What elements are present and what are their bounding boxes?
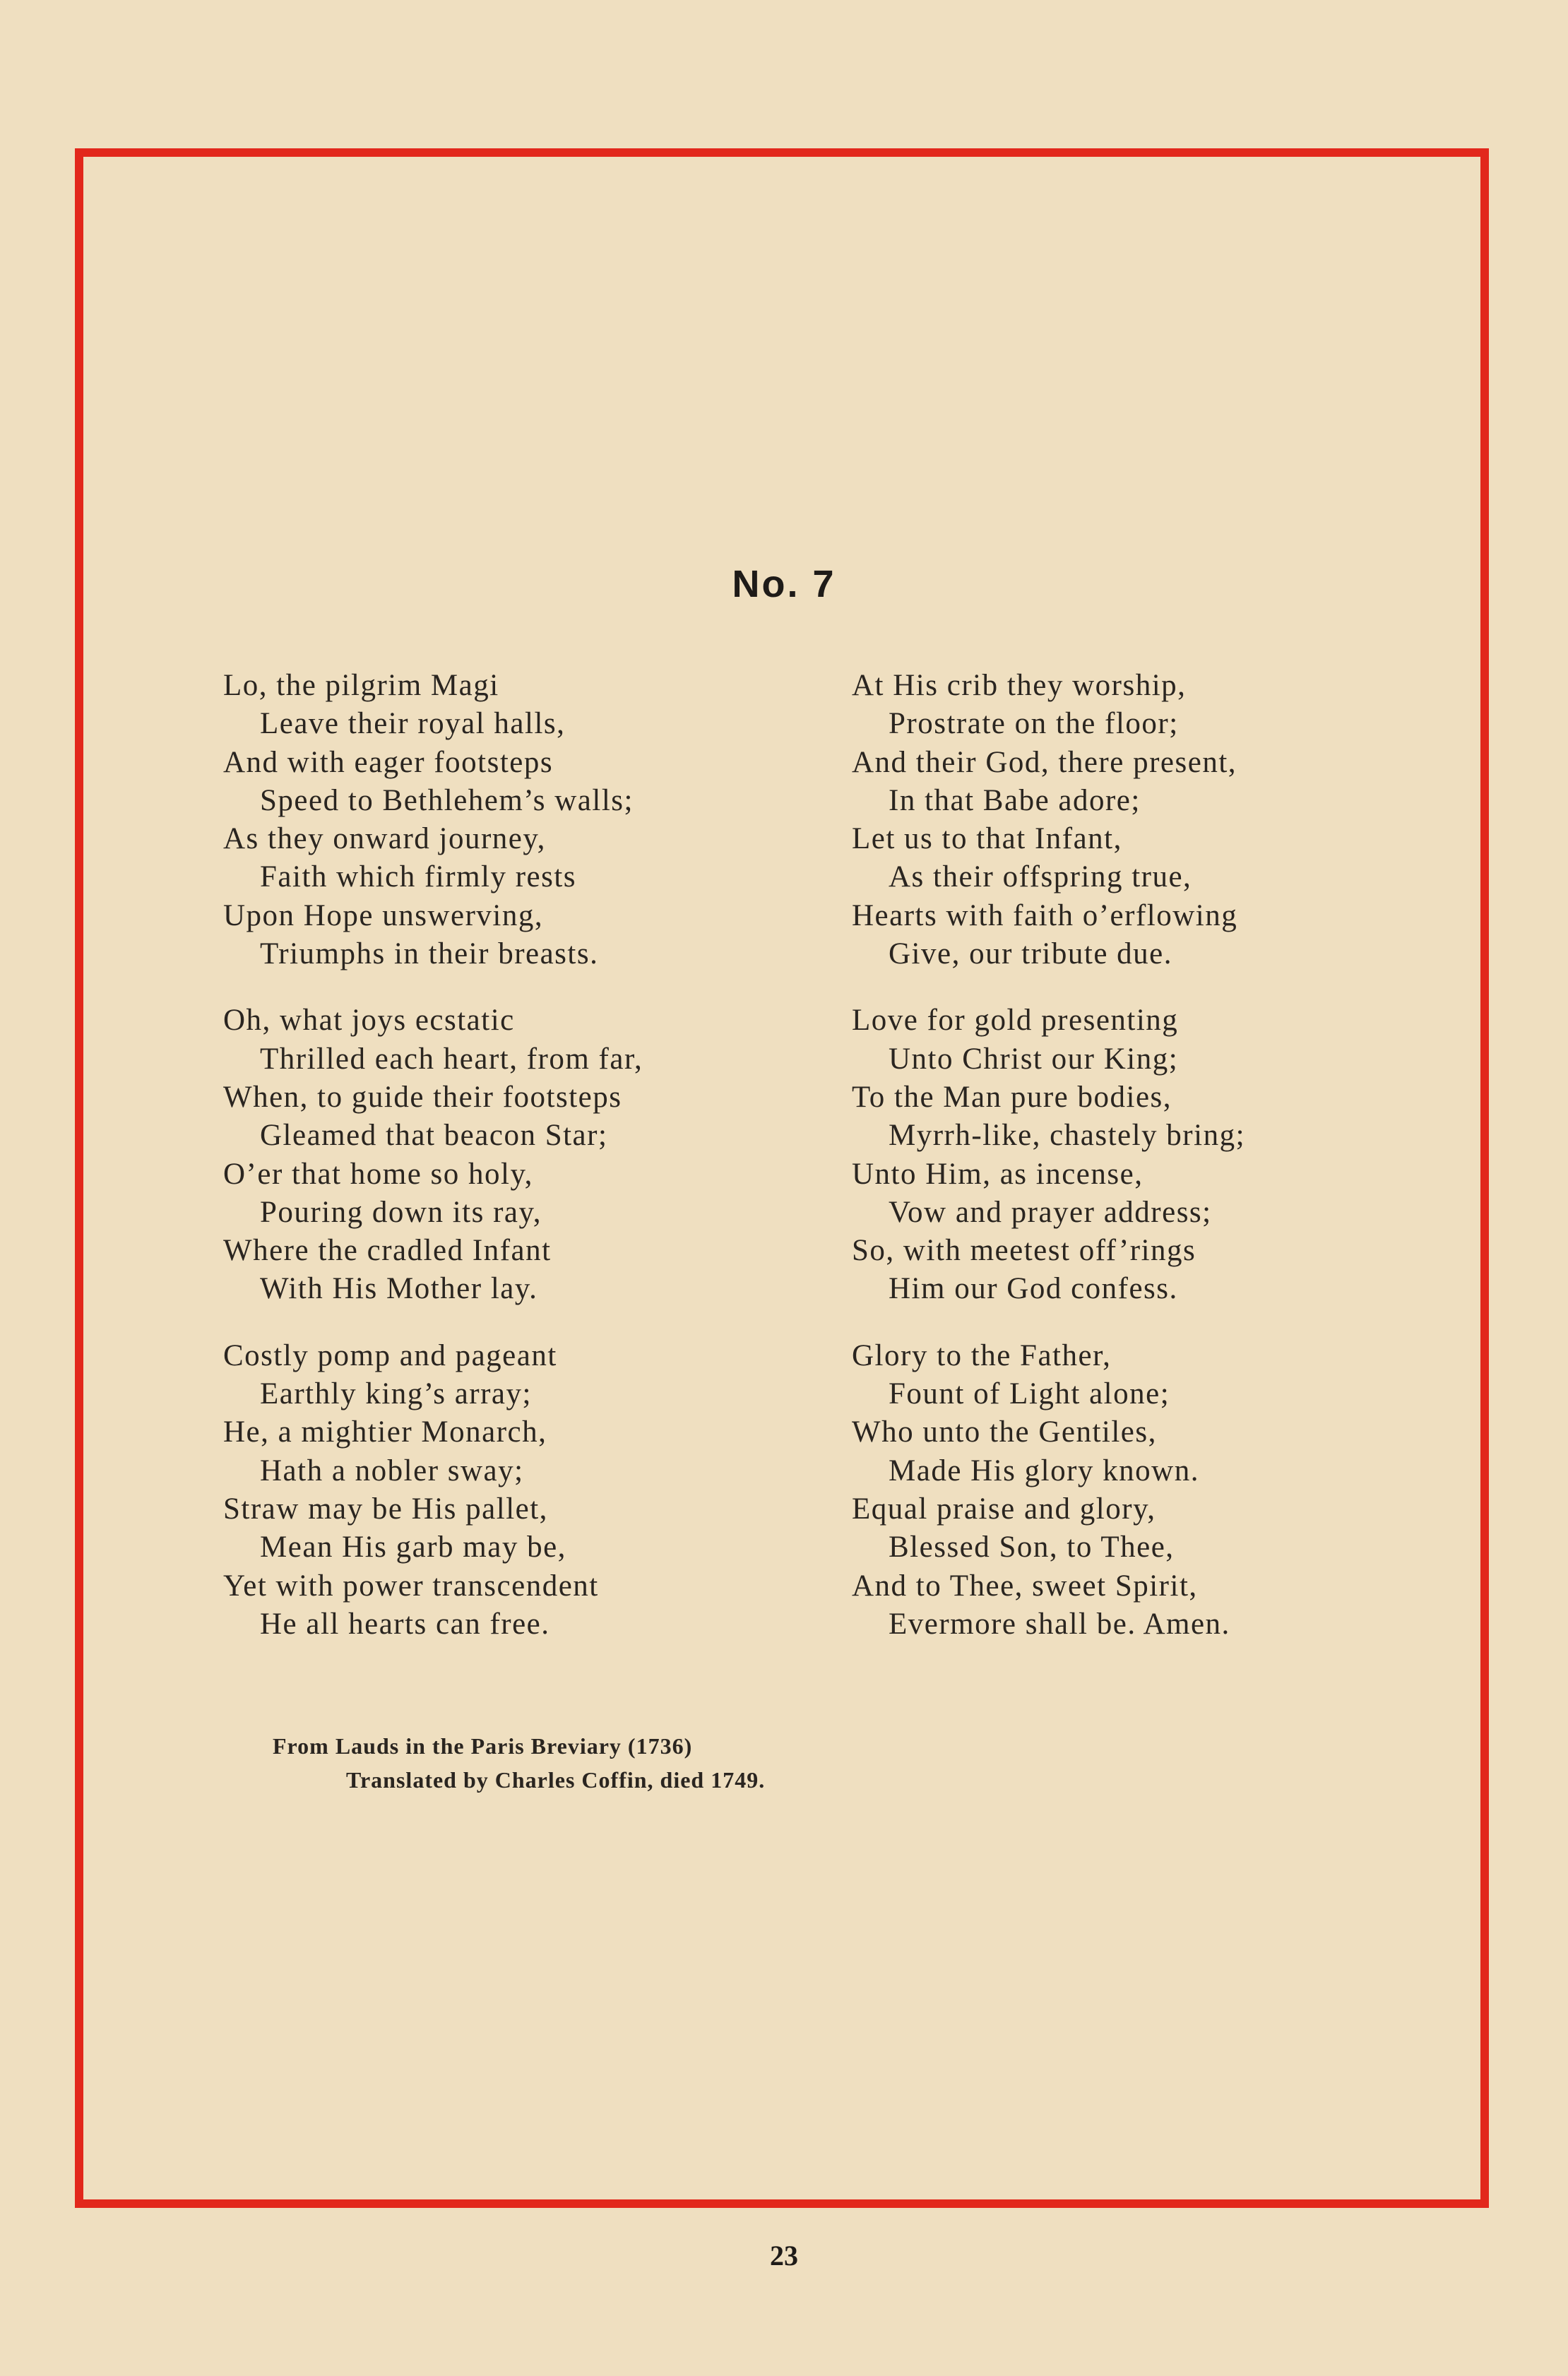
verse-line: When, to guide their footsteps	[223, 1080, 622, 1114]
verse-line: Triumphs in their breasts.	[260, 937, 599, 971]
verse-line: Straw may be His pallet,	[223, 1492, 548, 1526]
attribution-source: From Lauds in the Paris Breviary (1736)	[273, 1733, 693, 1759]
verse-line: Earthly king’s array;	[260, 1377, 532, 1411]
stanza	[223, 667, 643, 973]
verse-line: To the Man pure bodies,	[852, 1080, 1172, 1114]
verse-line: Vow and prayer address;	[889, 1195, 1212, 1229]
verse-line: Yet with power transcendent	[223, 1569, 599, 1603]
verse-line: O’er that home so holy,	[223, 1157, 533, 1191]
verse-line: Who unto the Gentiles,	[852, 1415, 1157, 1449]
verse-line: Leave their royal halls,	[260, 707, 566, 741]
verse-line: Unto Him, as incense,	[852, 1157, 1144, 1191]
verse-line: Glory to the Father,	[852, 1338, 1112, 1372]
verse-line: Myrrh-like, chastely bring;	[889, 1119, 1246, 1153]
verse-line: With His Mother lay.	[260, 1272, 538, 1306]
verse-line: Hath a nobler sway;	[260, 1454, 524, 1487]
stanza	[852, 667, 1245, 973]
verse-line: Unto Christ our King;	[889, 1042, 1179, 1076]
verse-line: Him our God confess.	[889, 1272, 1178, 1306]
attribution	[273, 1729, 765, 1797]
attribution-translator: Translated by Charles Coffin, died 1749.	[346, 1767, 766, 1793]
verse-line: Fount of Light alone;	[889, 1377, 1170, 1411]
stanza	[223, 1002, 643, 1308]
verse-line: Pouring down its ray,	[260, 1195, 542, 1229]
verse-line: Costly pomp and pageant	[223, 1338, 557, 1372]
right-verse-column	[852, 667, 1245, 1672]
verse-line: Where the cradled Infant	[223, 1234, 552, 1268]
verse-line: He, a mightier Monarch,	[223, 1415, 547, 1449]
stanza	[852, 1002, 1245, 1308]
verse-line: Thrilled each heart, from far,	[260, 1042, 643, 1076]
verse-line: Hearts with faith o’erflowing	[852, 898, 1238, 932]
verse-line: He all hearts can free.	[260, 1607, 550, 1641]
stanza	[223, 1337, 643, 1644]
verse-line: Blessed Son, to Thee,	[889, 1531, 1175, 1564]
verse-line: Equal praise and glory,	[852, 1492, 1156, 1526]
verse-line: So, with meetest off’rings	[852, 1234, 1196, 1268]
verse-line: As their offspring true,	[889, 860, 1192, 894]
verse-line: Prostrate on the floor;	[889, 707, 1179, 741]
verse-line: Gleamed that beacon Star;	[260, 1119, 608, 1153]
verse-line: Evermore shall be. Amen.	[889, 1607, 1230, 1641]
stanza	[852, 1337, 1245, 1644]
hymn-number-title: No. 7	[732, 563, 836, 605]
verse-line: Made His glory known.	[889, 1454, 1199, 1487]
verse-line: Oh, what joys ecstatic	[223, 1004, 515, 1038]
page-number: 23	[770, 2240, 798, 2271]
verse-line: As they onward journey,	[223, 822, 546, 856]
verse-line: At His crib they worship,	[852, 669, 1187, 702]
left-verse-column	[223, 667, 643, 1672]
verse-line: And to Thee, sweet Spirit,	[852, 1569, 1198, 1603]
verse-line: Faith which firmly rests	[260, 860, 577, 894]
verse-line: Love for gold presenting	[852, 1004, 1179, 1038]
verse-line: And with eager footsteps	[223, 745, 554, 779]
verse-line: And their God, there present,	[852, 745, 1237, 779]
verse-line: Lo, the pilgrim Magi	[223, 669, 499, 702]
verse-line: Speed to Bethlehem’s walls;	[260, 783, 634, 817]
verse-line: Give, our tribute due.	[889, 937, 1172, 971]
verse-line: Mean His garb may be,	[260, 1531, 566, 1564]
verse-line: Let us to that Infant,	[852, 822, 1122, 856]
verse-line: In that Babe adore;	[889, 783, 1141, 817]
verse-line: Upon Hope unswerving,	[223, 898, 544, 932]
